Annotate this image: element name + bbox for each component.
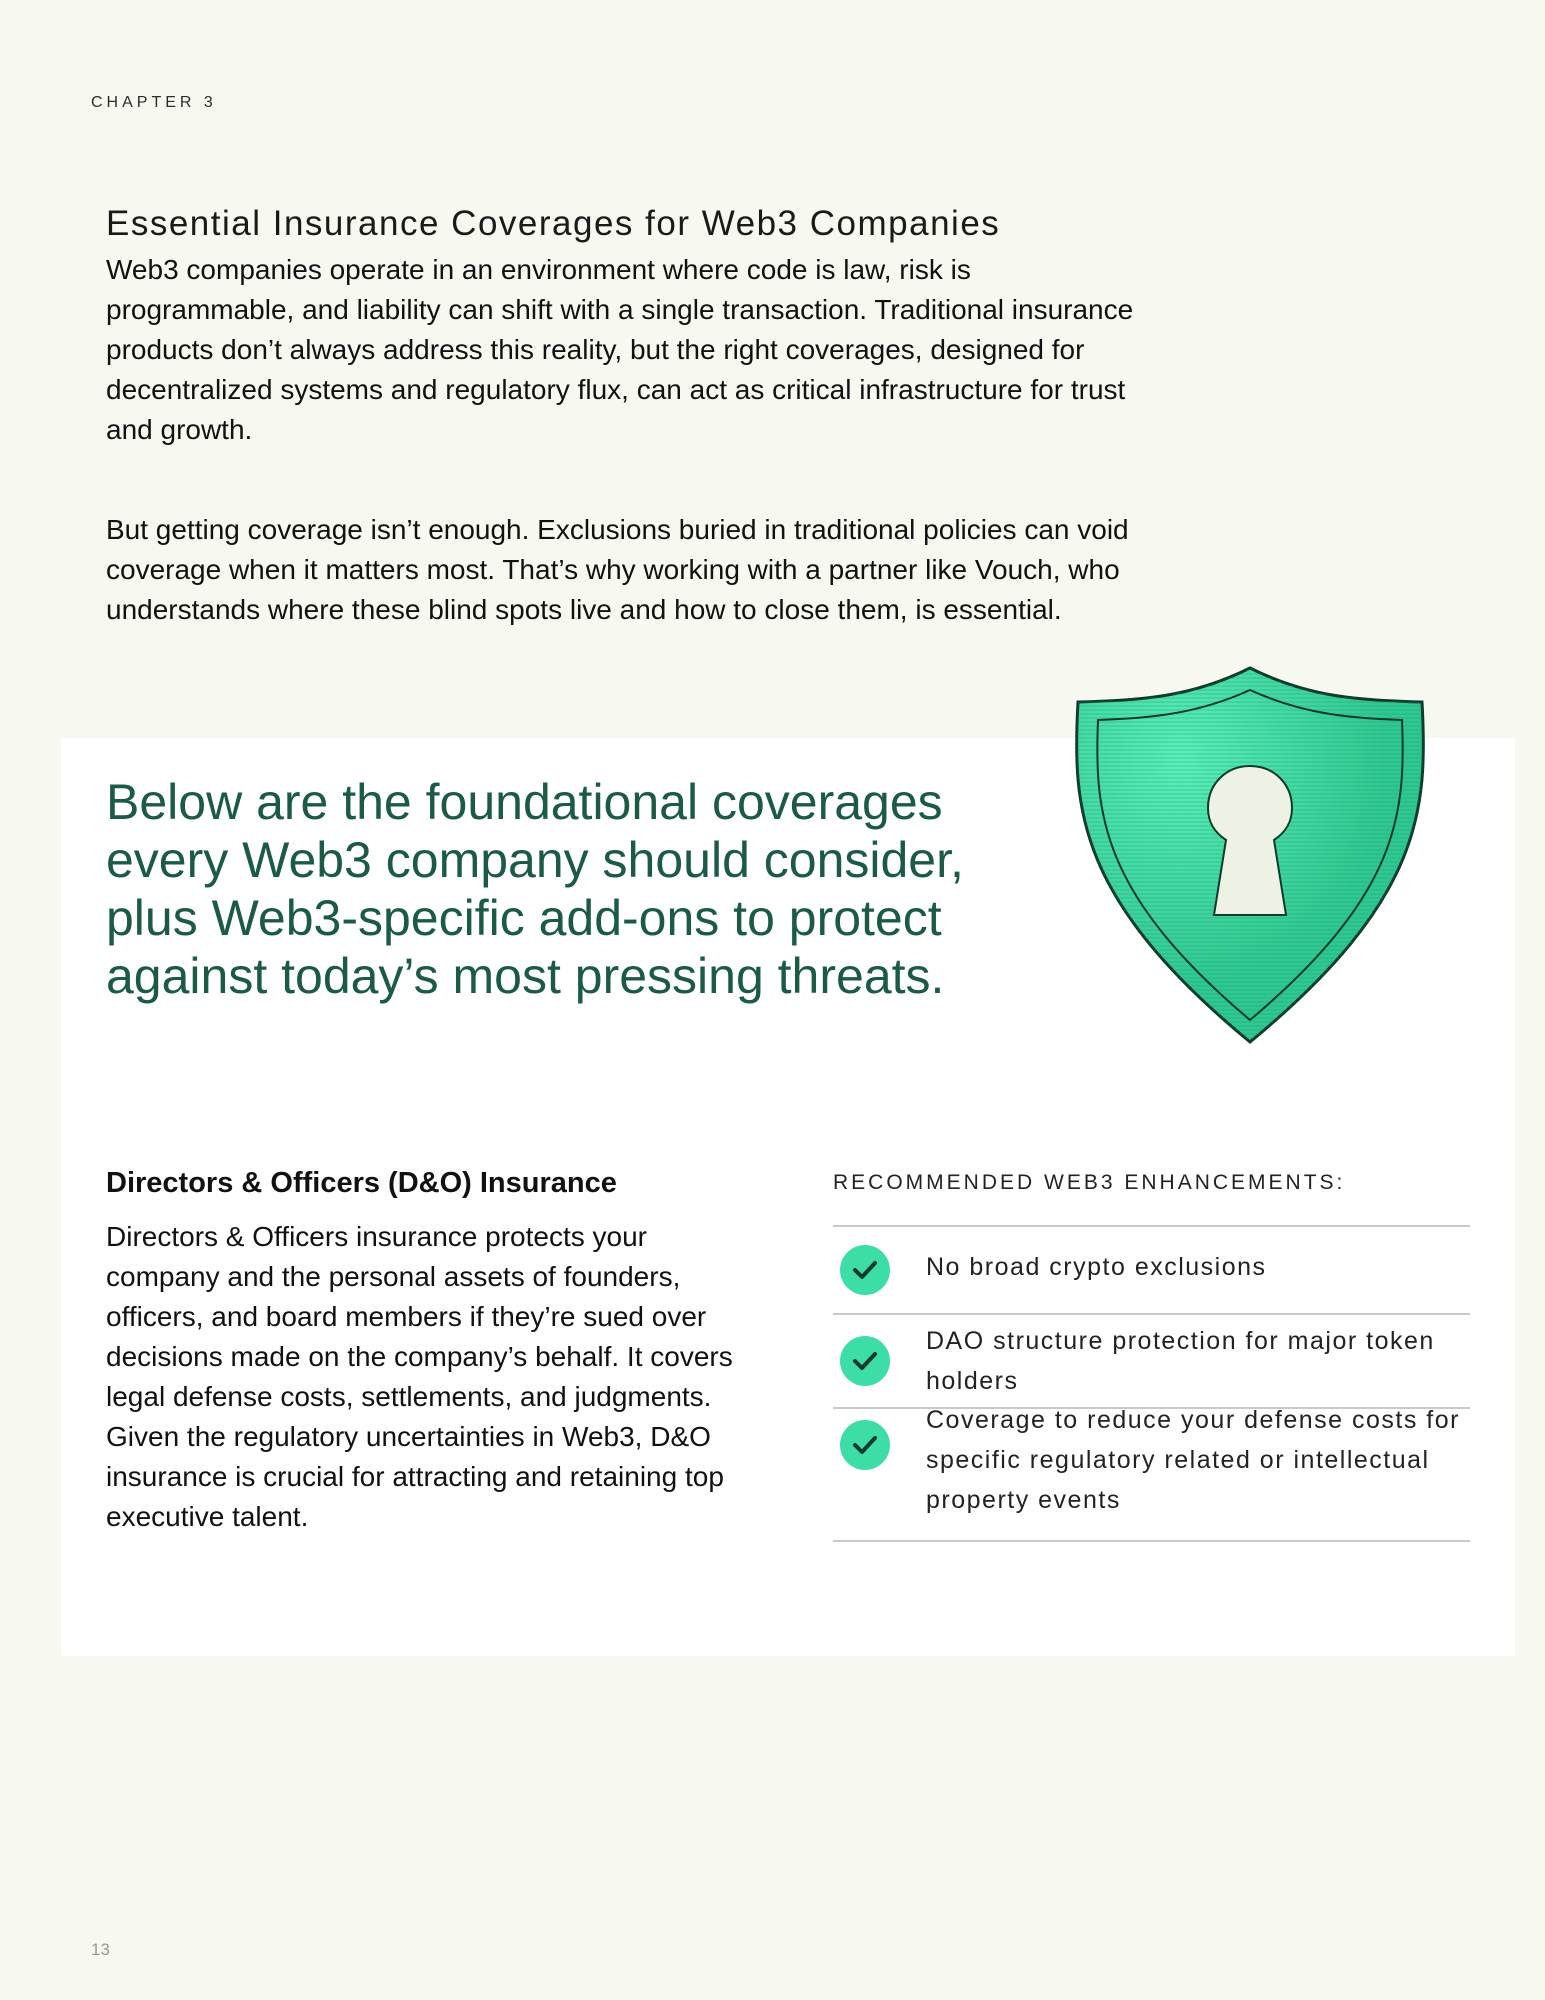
coverage-description: Directors & Officers insurance protects your company and the personal assets of founders, officers, and board members if they’re sued over decisions made on the company’s behalf. It covers legal defense costs, settlements, and judgments. Given the regulatory uncertainties in Web3, D&O insurance is crucial for attracting and retaining top executive talent. <box>106 1221 733 1532</box>
coverage-title: Directors & Officers (D&O) Insurance <box>106 1167 617 1199</box>
page-number: 13 <box>91 1940 110 1959</box>
chapter-label: CHAPTER 3 <box>91 94 217 111</box>
callout-heading: Below are the foundational coverages every Web3 company should consider, plus Web3-specific add-ons to protect against today’s most pressing threats. <box>106 774 964 1004</box>
check-icon <box>840 1245 890 1295</box>
enhancement-item: DAO structure protection for major token holders <box>926 1327 1435 1395</box>
enhancements-heading: RECOMMENDED WEB3 ENHANCEMENTS: <box>833 1171 1346 1194</box>
section-title: Essential Insurance Coverages for Web3 Companies <box>106 204 1001 243</box>
intro-paragraph-1: Web3 companies operate in an environment where code is law, risk is programmable, and liability can shift with a single transaction. Traditional insurance products don’t always address this reality, but the right coverages, designed for decentralized systems and regulatory flux, can act as critical infrastructure for trust and growth. <box>106 254 1134 445</box>
check-icon <box>840 1420 890 1470</box>
divider <box>833 1540 1470 1542</box>
divider <box>833 1225 1470 1227</box>
check-icon <box>840 1336 890 1386</box>
divider <box>833 1313 1470 1315</box>
intro-paragraph-2: But getting coverage isn’t enough. Exclusions buried in traditional policies can void coverage when it matters most. That’s why working with a partner like Vouch, who understands where these blind spots live and how to close them, is essential. <box>106 514 1129 625</box>
shield-keyhole-icon <box>1060 660 1440 1060</box>
enhancement-item: No broad crypto exclusions <box>926 1253 1267 1281</box>
enhancement-item: Coverage to reduce your defense costs for specific regulatory related or intellectual property events <box>926 1406 1460 1514</box>
